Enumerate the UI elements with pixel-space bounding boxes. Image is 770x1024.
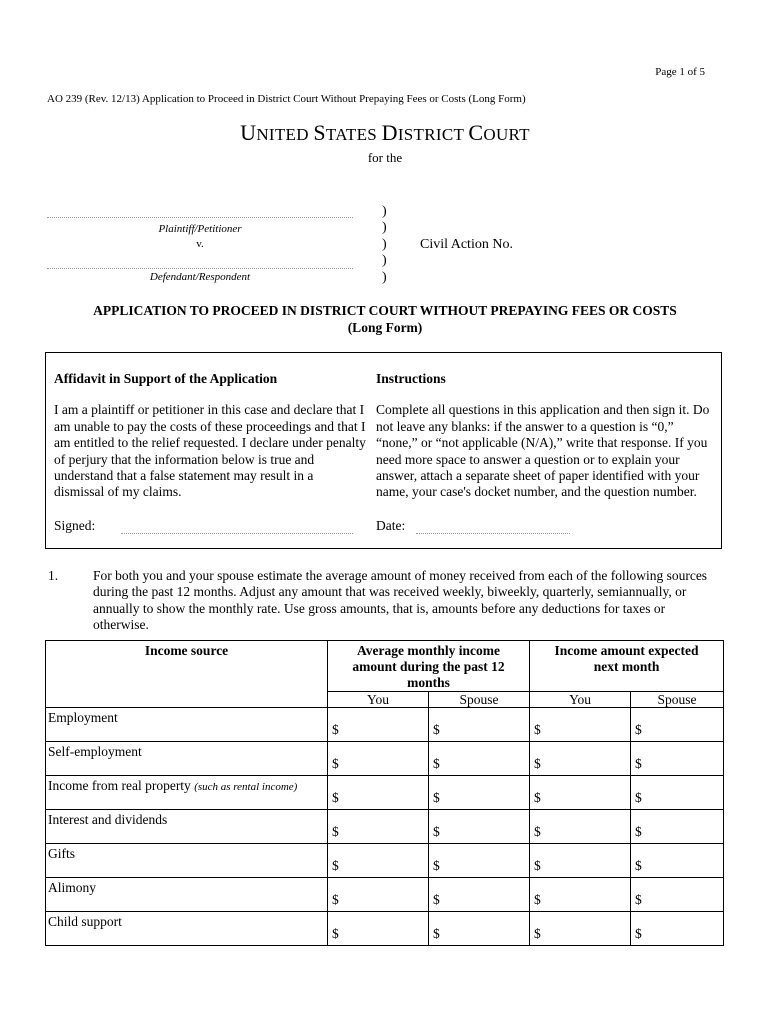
income-source-label: Child support xyxy=(46,912,328,946)
amount-field[interactable]: $ xyxy=(429,878,530,912)
amount-field[interactable]: $ xyxy=(530,742,631,776)
instructions-column xyxy=(376,371,716,501)
amount-field[interactable]: $ xyxy=(631,912,724,946)
application-subtitle: (Long Form) xyxy=(347,320,423,335)
amount-field[interactable]: $ xyxy=(631,708,724,742)
affidavit-box xyxy=(45,352,722,549)
table-row xyxy=(46,844,724,878)
plaintiff-label: Plaintiff/Petitioner xyxy=(158,223,242,235)
caption-bracket: ) ) ) ) ) xyxy=(382,204,387,285)
amount-field[interactable]: $ xyxy=(328,844,429,878)
spouse-column-header: Spouse xyxy=(429,692,530,708)
affidavit-text: I am a plaintiff or petitioner in this case and declare that I am unable to pay the costs of these proceedings and that I am entitled to the relief requested. I declare under penalty of perjury that the information below is true and understand that a false statement may result in a dismissal of my claims. xyxy=(54,402,366,500)
question-text: For both you and your spouse estimate the average amount of money received from each of the following sources during the past 12 months. Adjust any amount that was received weekly, biweekly, quarterly, semiannually, or annually to show the monthly rate. Use gross amounts, that is, amounts before any deductions for taxes or otherwise. xyxy=(93,568,708,633)
signature-field[interactable] xyxy=(121,519,353,534)
amount-field[interactable]: $ xyxy=(328,810,429,844)
amount-field[interactable]: $ xyxy=(530,912,631,946)
table-row xyxy=(46,742,724,776)
affidavit-heading: Affidavit in Support of the Application xyxy=(54,371,278,386)
versus-label: v. xyxy=(196,238,204,250)
question-number: 1. xyxy=(48,568,59,583)
you-column-header: You xyxy=(530,692,631,708)
table-row xyxy=(46,776,724,810)
court-district-label: for the xyxy=(367,150,403,165)
amount-field[interactable]: $ xyxy=(328,742,429,776)
date-field[interactable] xyxy=(416,519,570,534)
form-identifier: AO 239 (Rev. 12/13) Application to Proceed in District Court Without Prepaying Fees or Costs (Long Form) xyxy=(47,93,526,105)
instructions-text: Complete all questions in this application and then sign it. Do not leave any blanks: if the answer to a question is “0,” “none,” or “not applicable (N/A),” write that response. If you need more space to answer a question or to explain your answer, attach a separate sheet of paper identified with your name, your case's docket number, and the question number. xyxy=(376,402,710,500)
table-row xyxy=(46,708,724,742)
amount-field[interactable]: $ xyxy=(631,776,724,810)
spouse-column-header: Spouse xyxy=(631,692,724,708)
amount-field[interactable]: $ xyxy=(530,708,631,742)
amount-field[interactable]: $ xyxy=(328,878,429,912)
income-source-label: Self-employment xyxy=(46,742,328,776)
income-source-label: Alimony xyxy=(46,878,328,912)
table-row xyxy=(46,810,724,844)
amount-field[interactable]: $ xyxy=(429,708,530,742)
amount-field[interactable]: $ xyxy=(631,742,724,776)
amount-field[interactable]: $ xyxy=(429,844,530,878)
plaintiff-name-field[interactable] xyxy=(47,203,353,218)
court-title: UNITED STATES DISTRICT COURT xyxy=(240,120,530,145)
amount-field[interactable]: $ xyxy=(530,776,631,810)
income-table xyxy=(45,640,724,946)
amount-field[interactable]: $ xyxy=(631,844,724,878)
amount-field[interactable]: $ xyxy=(429,912,530,946)
amount-field[interactable]: $ xyxy=(328,708,429,742)
income-source-label: Interest and dividends xyxy=(46,810,328,844)
amount-field[interactable]: $ xyxy=(429,742,530,776)
affidavit-column xyxy=(54,371,366,501)
defendant-name-field[interactable] xyxy=(47,254,353,269)
table-row xyxy=(46,912,724,946)
amount-field[interactable]: $ xyxy=(631,878,724,912)
income-source-label: Income from real property (such as rental income) xyxy=(46,776,328,810)
page-number: Page 1 of 5 xyxy=(655,66,705,78)
amount-field[interactable]: $ xyxy=(530,810,631,844)
amount-field[interactable]: $ xyxy=(429,810,530,844)
amount-field[interactable]: $ xyxy=(631,810,724,844)
amount-field[interactable]: $ xyxy=(530,844,631,878)
income-source-header: Income source xyxy=(46,641,328,708)
table-row xyxy=(46,878,724,912)
defendant-label: Defendant/Respondent xyxy=(149,271,251,283)
expected-income-header: Income amount expected next month xyxy=(530,641,724,692)
income-source-label: Employment xyxy=(46,708,328,742)
signed-label: Signed: xyxy=(54,518,96,533)
civil-action-label: Civil Action No. xyxy=(420,237,513,252)
income-source-label: Gifts xyxy=(46,844,328,878)
amount-field[interactable]: $ xyxy=(328,912,429,946)
amount-field[interactable]: $ xyxy=(530,878,631,912)
amount-field[interactable]: $ xyxy=(328,776,429,810)
you-column-header: You xyxy=(328,692,429,708)
amount-field[interactable]: $ xyxy=(429,776,530,810)
instructions-heading: Instructions xyxy=(376,371,446,386)
average-income-header: Average monthly income amount during the past 12 months xyxy=(328,641,530,692)
application-title: APPLICATION TO PROCEED IN DISTRICT COURT WITHOUT PREPAYING FEES OR COSTS xyxy=(93,303,677,318)
date-label: Date: xyxy=(376,518,406,533)
